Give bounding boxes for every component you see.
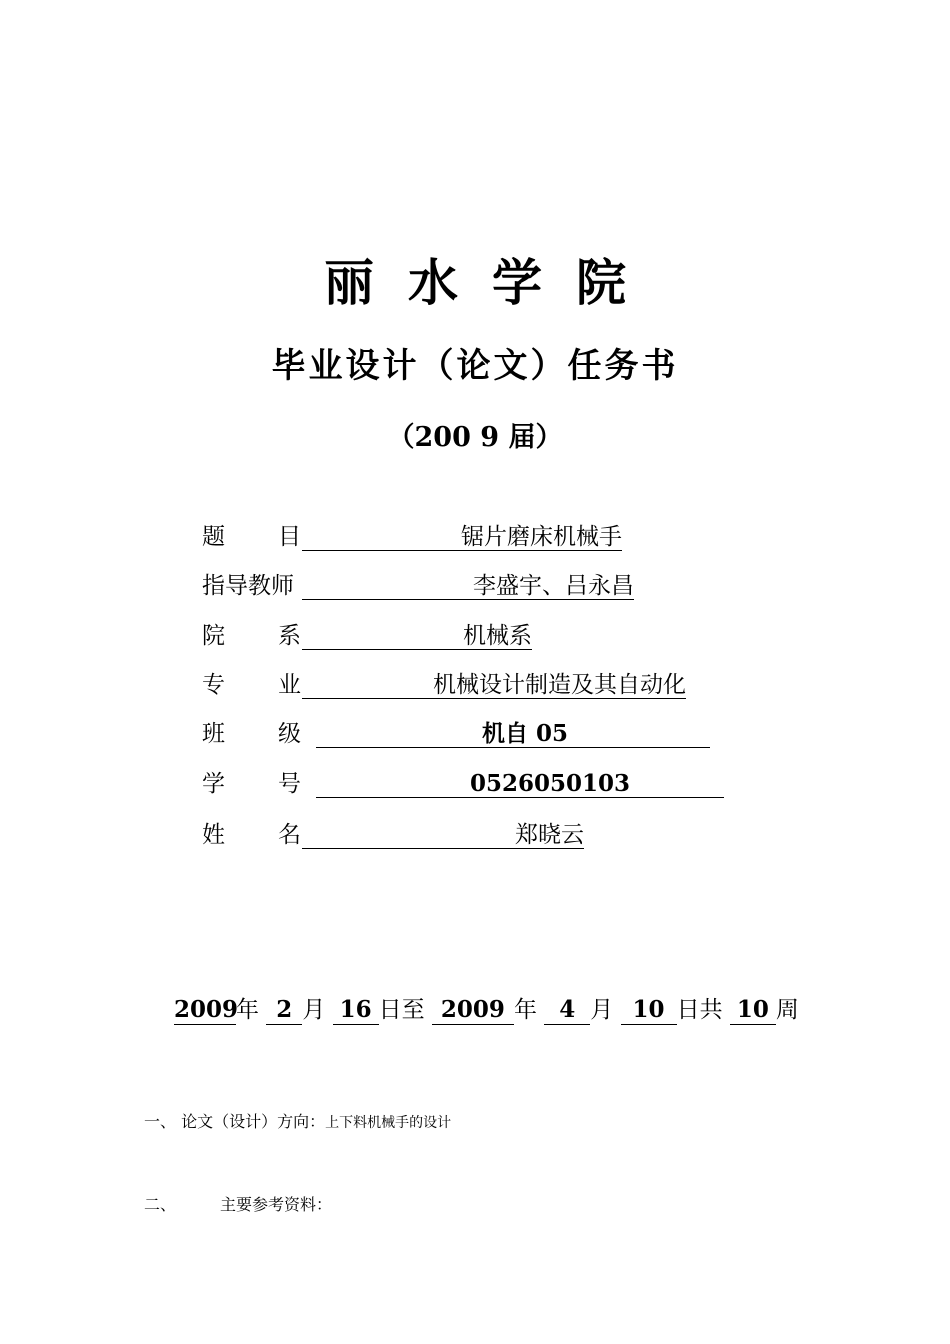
end-day: 10 (621, 994, 677, 1025)
major-value: 机械设计制造及其自动化 (302, 667, 686, 699)
section-references (144, 1191, 332, 1219)
advisor-label: 指导教师 (202, 573, 294, 599)
section-2-value: 主要参考资料： (220, 1195, 333, 1214)
class-value: 机自 05 (316, 716, 710, 748)
department-row (202, 618, 532, 654)
section-thesis-direction (144, 1108, 451, 1137)
advisor-value: 李盛宇、吕永昌 (302, 568, 634, 600)
school-name: 丽水学院 (324, 254, 660, 312)
section-2-label: 二、 (144, 1195, 177, 1214)
major-label: 专 业 (202, 672, 301, 698)
topic-label: 题 目 (202, 524, 301, 550)
total-weeks: 10 (730, 994, 776, 1025)
section-1-value: 上下料机械手的设计 (325, 1115, 452, 1131)
section-1-label: 一、 论文（设计）方向： (144, 1112, 326, 1131)
student-name-value: 郑晓云 (302, 817, 584, 849)
major-row (202, 667, 686, 703)
start-day: 16 (333, 994, 379, 1025)
graduation-session: （200 9 届） (387, 422, 563, 453)
department-value: 机械系 (302, 618, 532, 650)
advisor-row (202, 568, 634, 604)
student-id-row (202, 766, 631, 802)
topic-row (202, 519, 622, 555)
class-label: 班 级 (202, 721, 301, 747)
student-name-row (202, 817, 584, 853)
start-month: 2 (266, 994, 302, 1025)
topic-value: 锯片磨床机械手 (302, 519, 622, 551)
end-month: 4 (544, 994, 590, 1025)
student-id-value: 0526050103 (316, 766, 724, 798)
end-year: 2009 (432, 994, 514, 1025)
class-row (202, 716, 569, 752)
start-year: 2009 (174, 996, 239, 1023)
student-name-label: 姓 名 (202, 822, 301, 848)
date-range: 2009年 2 月 16 日至 2009 年 4 月 10 日共 10 周 (174, 996, 799, 1023)
document-title: 毕业设计（论文）任务书 (271, 346, 679, 386)
student-id-label: 学 号 (202, 771, 301, 797)
department-label: 院 系 (202, 623, 301, 649)
